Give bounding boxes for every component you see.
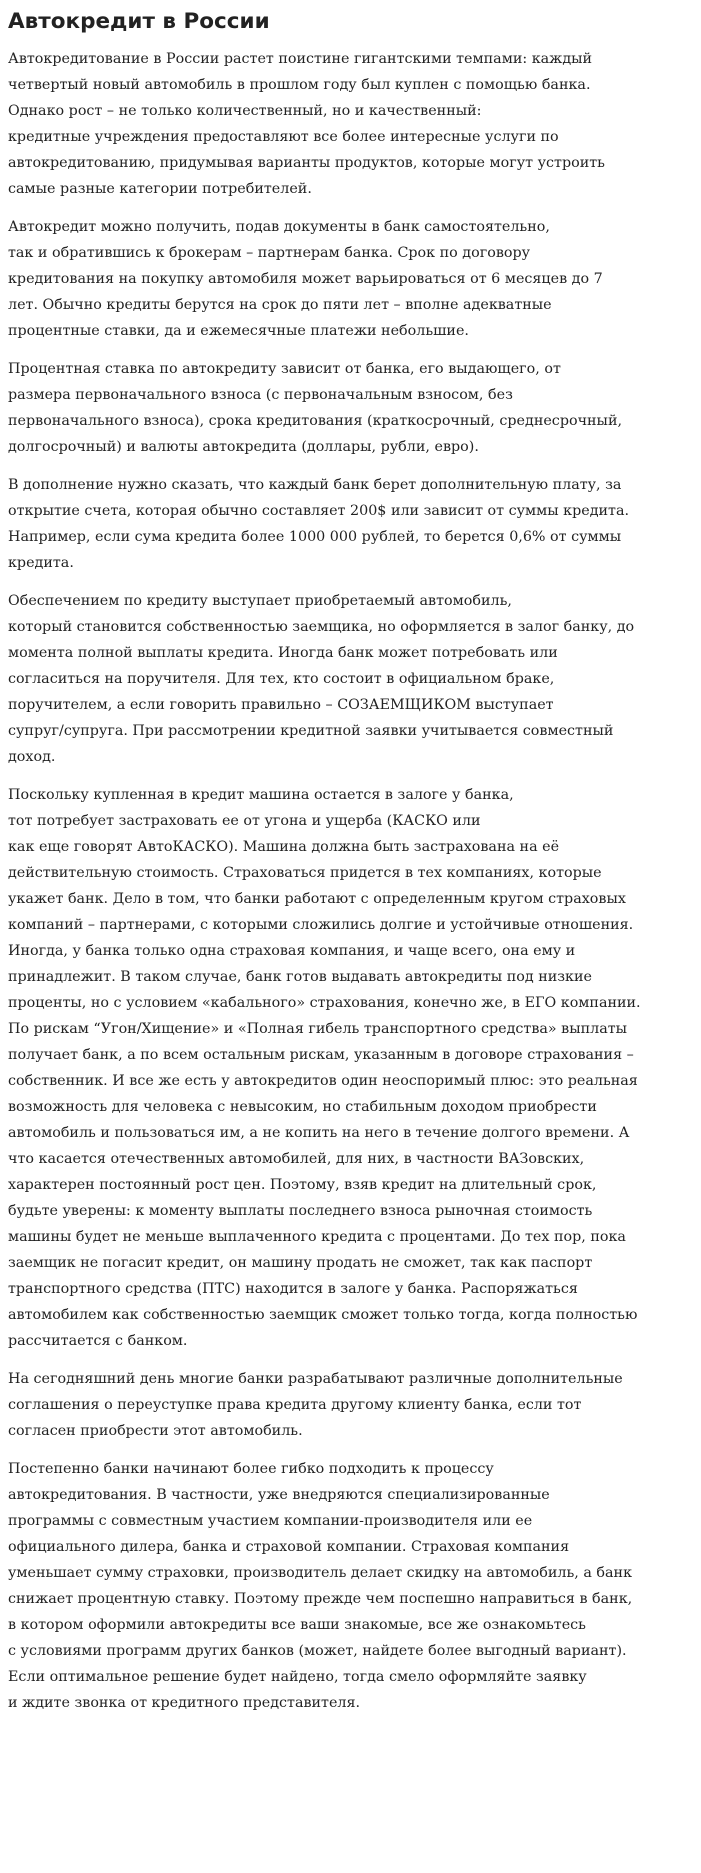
- text-line: супруг/супруга. При рассмотрении кредитной заявки учитывается совместный: [8, 723, 614, 739]
- text-line: в котором оформили автокредиты все ваши знакомые, все же ознакомьтесь: [8, 1617, 586, 1633]
- text-line: кредита.: [8, 555, 74, 571]
- text-line: автомобиль и пользоваться им, а не копить на него в течение долгого времени. А: [8, 1125, 630, 1141]
- paragraph-6: [8, 782, 691, 1354]
- text-line: укажет банк. Дело в том, что банки работают с определенным кругом страховых: [8, 891, 626, 907]
- article-title: Автокредит в России: [8, 9, 270, 34]
- text-line: получает банк, а по всем остальным рискам, указанным в договоре страхования –: [8, 1047, 634, 1063]
- text-line: автомобилем как собственностью заемщик сможет только тогда, когда полностью: [8, 1307, 638, 1323]
- text-line: проценты, но с условием «кабального» страхования, конечно же, в ЕГО компании.: [8, 995, 641, 1011]
- text-line: момента полной выплаты кредита. Иногда банк может потребовать или: [8, 645, 558, 661]
- text-line: размера первоначального взноса (с первоначальным взносом, без: [8, 387, 513, 403]
- text-line: официального дилера, банка и страховой компании. Страховая компания: [8, 1539, 570, 1555]
- text-line: лет. Обычно кредиты берутся на срок до пяти лет – вполне адекватные: [8, 297, 552, 313]
- text-line: Например, если сума кредита более 1000 000 рублей, то берется 0,6% от суммы: [8, 529, 622, 545]
- text-line: долгосрочный) и валюты автокредита (доллары, рубли, евро).: [8, 439, 479, 455]
- text-line: четвертый новый автомобиль в прошлом году был куплен с помощью банка.: [8, 77, 591, 93]
- text-line: Иногда, у банка только одна страховая компания, и чаще всего, она ему и: [8, 943, 576, 959]
- text-line: Процентная ставка по автокредиту зависит от банка, его выдающего, от: [8, 361, 561, 377]
- text-line: Поскольку купленная в кредит машина остается в залоге у банка,: [8, 787, 514, 803]
- text-line: принадлежит. В таком случае, банк готов выдавать автокредиты под низкие: [8, 969, 592, 985]
- paragraph-4: [8, 472, 691, 576]
- text-line: Если оптимальное решение будет найдено, тогда смело оформляйте заявку: [8, 1669, 587, 1685]
- text-line: автокредитованию, придумывая варианты продуктов, которые могут устроить: [8, 155, 605, 171]
- text-line: так и обратившись к брокерам – партнерам банка. Срок по договору: [8, 245, 531, 261]
- text-line: доход.: [8, 749, 56, 765]
- text-line: компаний – партнерами, с которыми сложились долгие и устойчивые отношения.: [8, 917, 634, 933]
- text-line: возможность для человека с невысоким, но стабильным доходом приобрести: [8, 1099, 597, 1115]
- paragraph-5: [8, 588, 691, 770]
- text-line: автокредитования. В частности, уже внедряются специализированные: [8, 1487, 550, 1503]
- text-line: снижает процентную ставку. Поэтому прежде чем поспешно направиться в банк,: [8, 1591, 633, 1607]
- text-line: транспортного средства (ПТС) находится в залоге у банка. Распоряжаться: [8, 1281, 578, 1297]
- text-line: машины будет не меньше выплаченного кредита с процентами. До тех пор, пока: [8, 1229, 626, 1245]
- text-line: будьте уверены: к моменту выплаты последнего взноса рыночная стоимость: [8, 1203, 593, 1219]
- text-line: кредитования на покупку автомобиля может варьироваться от 6 месяцев до 7: [8, 271, 603, 287]
- text-line: что касается отечественных автомобилей, для них, в частности ВАЗовских,: [8, 1151, 585, 1167]
- text-line: Автокредитование в России растет поистине гигантскими темпами: каждый: [8, 51, 593, 67]
- text-line: Обеспечением по кредиту выступает приобретаемый автомобиль,: [8, 593, 512, 609]
- text-line: открытие счета, которая обычно составляет 200$ или зависит от суммы кредита.: [8, 503, 630, 519]
- text-line: соглашения о переуступке права кредита другому клиенту банка, если тот: [8, 1397, 582, 1413]
- text-line: кредитные учреждения предоставляют все более интересные услуги по: [8, 129, 559, 145]
- text-line: Автокредит можно получить, подав документы в банк самостоятельно,: [8, 219, 550, 235]
- text-line: характерен постоянный рост цен. Поэтому, взяв кредит на длительный срок,: [8, 1177, 597, 1193]
- text-line: действительную стоимость. Страховаться придется в тех компаниях, которые: [8, 865, 602, 881]
- text-line: как еще говорят АвтоКАСКО). Машина должна быть застрахована на её: [8, 839, 560, 855]
- text-line: процентные ставки, да и ежемесячные платежи небольшие.: [8, 323, 469, 339]
- text-line: первоначального взноса), срока кредитования (краткосрочный, среднесрочный,: [8, 413, 623, 429]
- paragraph-3: [8, 356, 691, 460]
- text-line: Постепенно банки начинают более гибко подходить к процессу: [8, 1461, 494, 1477]
- text-line: с условиями программ других банков (может, найдете более выгодный вариант).: [8, 1643, 627, 1659]
- text-line: Однако рост – не только количественный, но и качественный:: [8, 103, 482, 119]
- text-line: самые разные категории потребителей.: [8, 181, 312, 197]
- text-line: тот потребует застраховать ее от угона и ущерба (КАСКО или: [8, 813, 481, 829]
- text-line: поручителем, а если говорить правильно – СОЗАЕМЩИКОМ выступает: [8, 697, 554, 713]
- text-line: В дополнение нужно сказать, что каждый банк берет дополнительную плату, за: [8, 477, 622, 493]
- text-line: программы с совместным участием компании-производителя или ее: [8, 1513, 533, 1529]
- text-line: и ждите звонка от кредитного представителя.: [8, 1695, 361, 1711]
- article-body: [8, 46, 691, 1716]
- text-line: На сегодняшний день многие банки разрабатывают различные дополнительные: [8, 1371, 623, 1387]
- text-line: согласиться на поручителя. Для тех, кто состоит в официальном браке,: [8, 671, 555, 687]
- paragraph-7: [8, 1366, 691, 1444]
- paragraph-2: [8, 214, 691, 344]
- paragraph-8: [8, 1456, 691, 1716]
- text-line: согласен приобрести этот автомобиль.: [8, 1423, 303, 1439]
- text-line: рассчитается с банком.: [8, 1333, 188, 1349]
- paragraph-1: [8, 46, 691, 202]
- text-line: уменьшает сумму страховки, производитель делает скидку на автомобиль, а банк: [8, 1565, 633, 1581]
- text-line: По рискам “Угон/Хищение» и «Полная гибель транспортного средства» выплаты: [8, 1021, 628, 1037]
- text-line: заемщик не погасит кредит, он машину продать не сможет, так как паспорт: [8, 1255, 593, 1271]
- text-line: который становится собственностью заемщика, но оформляется в залог банку, до: [8, 619, 635, 635]
- text-line: собственник. И все же есть у автокредитов один неоспоримый плюс: это реальная: [8, 1073, 638, 1089]
